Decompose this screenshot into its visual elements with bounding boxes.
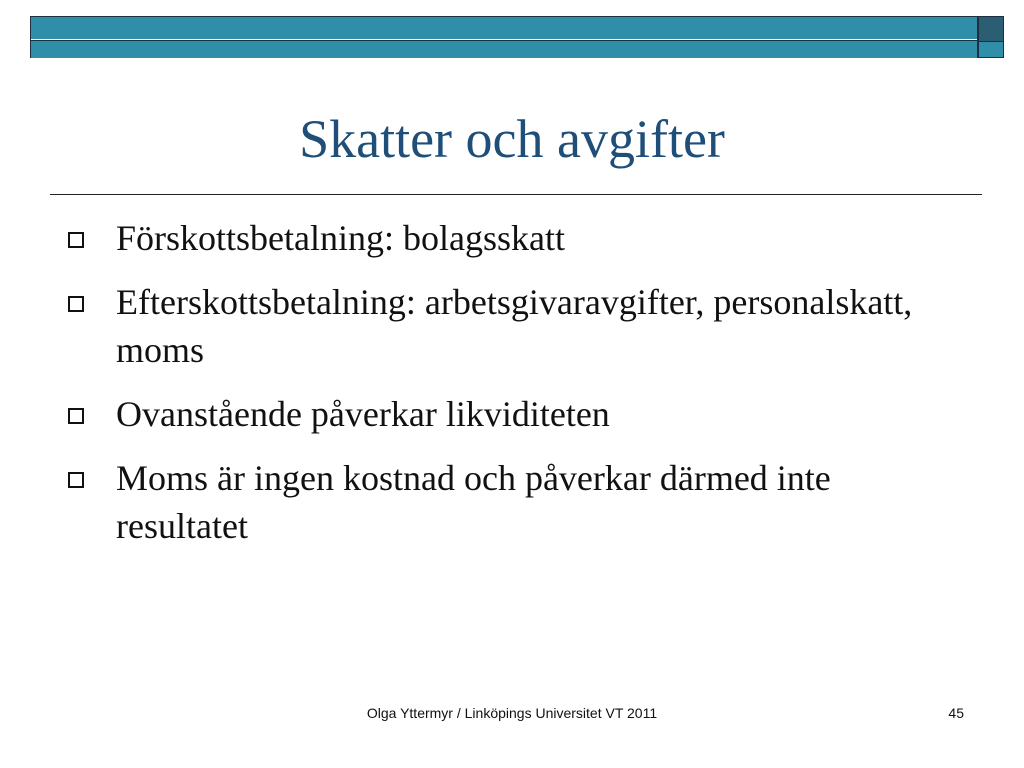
- corner-accent-upper: [978, 16, 1004, 42]
- bullet-text: Efterskottsbetalning: arbetsgivaravgifter, personalskatt, moms: [116, 282, 913, 370]
- hollow-square-bullet-icon: [68, 232, 84, 248]
- bullet-list: [62, 214, 962, 566]
- slide-title: Skatter och avgifter: [299, 109, 725, 169]
- corner-accent-lower: [978, 41, 1004, 58]
- title-divider: [50, 194, 982, 195]
- page-number: 45: [948, 705, 964, 721]
- slide-footer: Olga Yttermyr / Linköpings Universitet VT 2011: [366, 705, 658, 721]
- hollow-square-bullet-icon: [68, 408, 84, 424]
- bullet-item: [62, 390, 962, 438]
- hollow-square-bullet-icon: [68, 296, 84, 312]
- top-band-stripe-lower: [31, 40, 977, 58]
- bullet-text: Moms är ingen kostnad och påverkar därmed inte resultatet: [116, 458, 831, 546]
- bullet-item: [62, 214, 962, 262]
- bullet-item: [62, 278, 962, 374]
- bullet-text: Ovanstående påverkar likviditeten: [116, 394, 610, 434]
- bullet-text: Förskottsbetalning: bolagsskatt: [116, 218, 565, 258]
- top-band-stripe-upper: [31, 17, 977, 39]
- top-decorative-band: [30, 16, 978, 58]
- hollow-square-bullet-icon: [68, 472, 84, 488]
- bullet-item: [62, 454, 962, 550]
